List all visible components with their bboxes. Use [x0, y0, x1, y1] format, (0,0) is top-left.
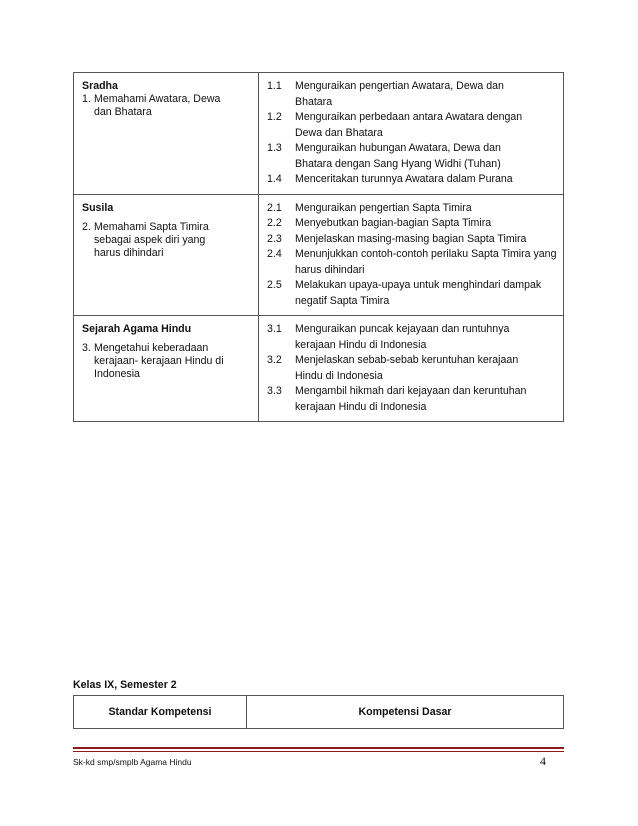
item-text — [94, 93, 220, 119]
kd-number: 3.1 — [267, 323, 282, 335]
kd-text-line: kerajaan Hindu di Indonesia — [295, 400, 427, 413]
kd-text-line: Menguraikan pengertian Awatara, Dewa dan — [295, 80, 504, 92]
kd-text-line: Menguraikan pengertian Sapta Timira — [295, 201, 472, 214]
section-title: Sradha — [82, 80, 118, 92]
kd-text-line: Bhatara — [295, 95, 333, 108]
kd-text-line: Menguraikan puncak kejayaan dan runtuhnya — [295, 323, 510, 335]
kompetensi-dasar-cell — [259, 194, 564, 316]
kd-text — [295, 110, 559, 141]
kompetensi-dasar-cell — [259, 316, 564, 422]
footer-rule-thick — [73, 747, 564, 749]
kd-text — [295, 384, 559, 415]
table-row — [74, 194, 564, 316]
kompetensi-dasar-cell — [259, 73, 564, 195]
kd-text-line: Menyebutkan bagian-bagian Sapta Timira — [295, 217, 492, 229]
kd-text — [295, 216, 559, 232]
footer-rule-thin — [73, 751, 564, 752]
item-number: 1. — [82, 93, 91, 105]
section-title: Sejarah Agama Hindu — [82, 323, 192, 335]
kd-text-line: harus dihindari — [295, 263, 365, 276]
item-text-line: sebagai aspek diri yang — [94, 233, 206, 246]
kompetensi-dasar-item — [263, 322, 559, 353]
kompetensi-dasar-item — [263, 172, 559, 188]
kd-number: 3.2 — [267, 354, 282, 366]
kd-text-line: Menjelaskan masing-masing bagian Sapta Timira — [295, 232, 527, 245]
kompetensi-dasar-item — [263, 201, 559, 217]
standar-kompetensi-item — [82, 342, 252, 381]
kd-text — [295, 353, 559, 384]
kompetensi-dasar-item — [263, 232, 559, 248]
item-text-line: dan Bhatara — [94, 106, 152, 118]
item-text-line: Memahami Sapta Timira — [94, 220, 209, 233]
kompetensi-dasar-item — [263, 384, 559, 415]
item-text-line: Memahami Awatara, Dewa — [94, 93, 221, 105]
kd-text — [295, 79, 559, 110]
kd-number: 1.1 — [267, 80, 282, 92]
standar-kompetensi-cell — [74, 73, 259, 195]
header-kompetensi-dasar: Kompetensi Dasar — [247, 696, 564, 729]
kompetensi-dasar-item — [263, 110, 559, 141]
kd-text-line: Menjelaskan sebab-sebab keruntuhan kerajaan — [295, 354, 519, 366]
kd-text-line: Mengambil hikmah dari kejayaan dan keruntuhan — [295, 385, 527, 397]
standar-kompetensi-item — [82, 93, 252, 119]
kd-number: 2.3 — [267, 232, 282, 245]
kd-number: 2.2 — [267, 217, 282, 229]
kd-number: 3.3 — [267, 385, 282, 397]
header-standar-kompetensi: Standar Kompetensi — [74, 696, 247, 729]
kd-number: 2.4 — [267, 248, 282, 260]
table-row — [74, 73, 564, 195]
kompetensi-dasar-item — [263, 216, 559, 232]
kompetensi-dasar-item — [263, 353, 559, 384]
item-text-line: Indonesia — [94, 368, 140, 380]
kd-number: 2.5 — [267, 279, 282, 291]
kd-number: 1.2 — [267, 111, 282, 123]
standar-kompetensi-cell — [74, 194, 259, 316]
kd-text-line: Bhatara dengan Sang Hyang Widhi (Tuhan) — [295, 157, 501, 170]
kd-text-line: Menguraikan perbedaan antara Awatara dengan — [295, 111, 523, 123]
footer-text: Sk-kd smp/smplb Agama Hindu — [73, 757, 192, 767]
kd-text — [295, 141, 559, 172]
kompetensi-dasar-item — [263, 79, 559, 110]
item-text-line: kerajaan- kerajaan Hindu di — [94, 355, 224, 367]
kompetensi-dasar-item — [263, 141, 559, 172]
section-title: Susila — [82, 201, 114, 214]
item-number: 3. — [82, 342, 91, 354]
standar-kompetensi-cell — [74, 316, 259, 422]
competency-table — [73, 72, 564, 422]
kd-text-line: Menguraikan hubungan Awatara, Dewa dan — [295, 142, 501, 154]
kompetensi-dasar-item — [263, 278, 559, 309]
kd-text — [295, 201, 559, 217]
kd-text — [295, 278, 559, 309]
page-number: 4 — [540, 754, 546, 768]
class-semester-heading: Kelas IX, Semester 2 — [73, 679, 177, 691]
kd-text — [295, 232, 559, 248]
item-text-line: harus dihindari — [94, 246, 164, 259]
kd-number: 1.4 — [267, 173, 282, 185]
kompetensi-dasar-item — [263, 247, 559, 278]
kd-text — [295, 172, 559, 188]
kd-text-line: kerajaan Hindu di Indonesia — [295, 338, 427, 351]
kd-text-line: Menceritakan turunnya Awatara dalam Purana — [295, 173, 513, 185]
kd-text-line: Hindu di Indonesia — [295, 369, 383, 382]
table-row — [74, 316, 564, 422]
item-text — [94, 342, 224, 381]
kd-number: 2.1 — [267, 201, 282, 214]
item-text — [94, 221, 209, 260]
kd-text-line: Melakukan upaya-upaya untuk menghindari dampak — [295, 279, 542, 291]
kd-text-line: negatif Sapta Timira — [295, 294, 390, 307]
standar-kompetensi-item — [82, 221, 252, 260]
kd-number: 1.3 — [267, 142, 282, 154]
kd-text-line: Dewa dan Bhatara — [295, 126, 383, 139]
kd-text-line: Menunjukkan contoh-contoh perilaku Sapta Timira yang — [295, 248, 557, 260]
item-text-line: Mengetahui keberadaan — [94, 342, 209, 354]
kd-text — [295, 247, 559, 278]
kd-text — [295, 322, 559, 353]
item-number: 2. — [82, 220, 91, 233]
header-table — [73, 695, 564, 729]
